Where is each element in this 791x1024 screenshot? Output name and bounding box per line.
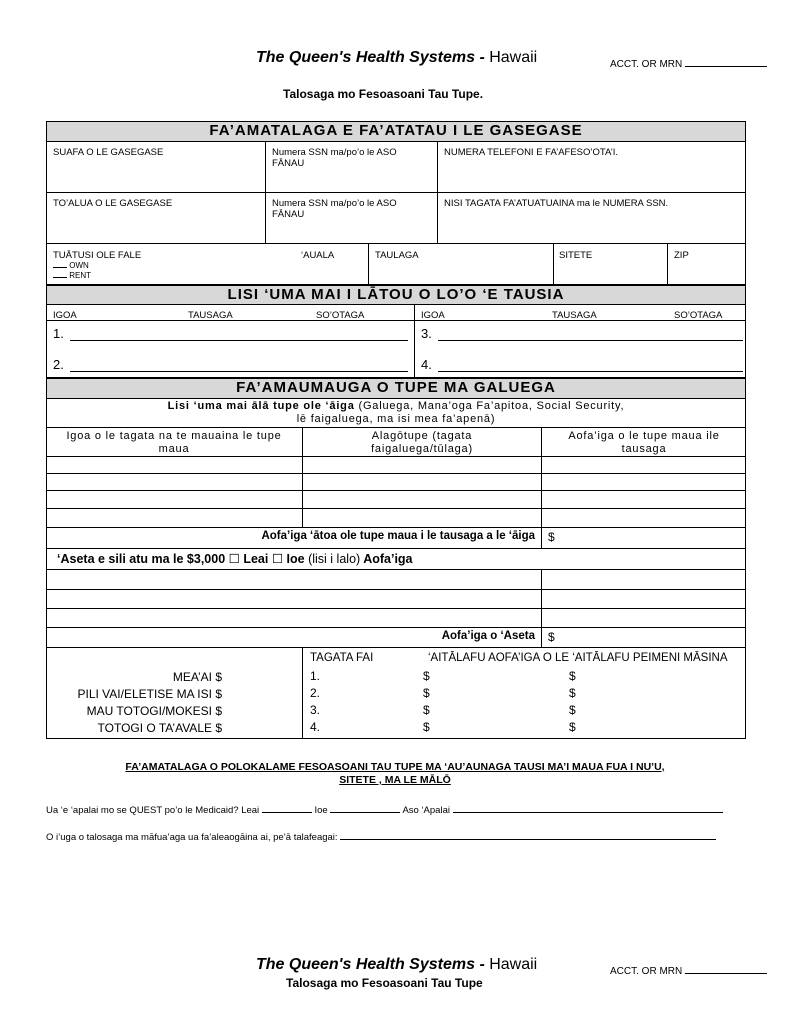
- quest-yes-label: Ioe: [314, 805, 328, 816]
- dep-col-name: IGOA: [53, 310, 77, 321]
- exp-dollar: $: [569, 703, 576, 717]
- divider: [541, 427, 542, 548]
- exp-row-number: 1.: [310, 669, 321, 683]
- dep-row-number: 1.: [53, 326, 64, 341]
- programs-title-line2: SITETE , MA LE MĀLŌ: [339, 774, 451, 786]
- expense-car: TOTOGI O TA’AVALE $: [97, 721, 222, 735]
- patient-name-label: SUAFA O LE GASEGASE: [53, 147, 164, 158]
- dep-row-line[interactable]: [438, 371, 743, 372]
- dep-col-age: TAUSAGA: [188, 310, 233, 321]
- programs-title-line1: FA’AMATALAGA O POLOKALAME FESOASOANI TAU TUPE MA ‘AU’AUNAGA TAUSI MA’I MAUA FUA I NU’U,: [125, 761, 665, 773]
- footer-acct-field[interactable]: [610, 964, 767, 977]
- quest-yes-line[interactable]: [330, 803, 400, 813]
- divider: [368, 243, 369, 285]
- rent-label: RENT: [69, 271, 92, 280]
- quest-apply-date-label: Aso ‘Apalai: [402, 805, 450, 816]
- form-title: Talosaga mo Fesoasoani Tau Tupe.: [283, 87, 484, 101]
- dep-row-line[interactable]: [70, 371, 408, 372]
- income-row[interactable]: [46, 473, 746, 474]
- checkbox-icon[interactable]: ☐: [271, 552, 284, 566]
- divider: [302, 427, 303, 527]
- expense-utilities: PILI VAI/ELETISE MA ISI $: [77, 687, 222, 701]
- exp-col-creditor: TAGATA FAI: [310, 652, 374, 664]
- trusted-person-label: NISI TAGATA FA’ATUATUAINA ma le NUMERA SSN.: [444, 198, 669, 209]
- quest-q-text: Ua ‘e ‘apalai mo se QUEST po’o le Medicaid? Leai: [46, 805, 260, 816]
- income-row[interactable]: [46, 456, 746, 457]
- divider: [46, 647, 746, 648]
- divider: [46, 320, 746, 321]
- exp-dollar: $: [423, 703, 430, 717]
- state-label: SITETE: [559, 250, 593, 261]
- exp-dollar: $: [569, 720, 576, 734]
- footer-form-title: Talosaga mo Fesoasoani Tau Tupe: [286, 976, 483, 990]
- income-row[interactable]: [46, 527, 746, 528]
- assets-q-text: ‘Aseta e sili atu ma le $3,000: [57, 552, 226, 566]
- income-col-name: Igoa o le tagata na te mauaina le tupe maua: [66, 430, 282, 455]
- dep-row-line[interactable]: [70, 340, 408, 341]
- divider: [541, 569, 542, 647]
- dep-row-number: 3.: [421, 326, 432, 341]
- exp-dollar: $: [569, 686, 576, 700]
- footer-org-name: The Queen's Health Systems -: [256, 956, 485, 973]
- acct-label: ACCT. OR MRN: [610, 59, 683, 70]
- exp-row-number: 3.: [310, 703, 321, 717]
- dep-row-number: 2.: [53, 357, 64, 372]
- divider: [46, 548, 746, 549]
- address-label: TUĀTUSI OLE FALE: [53, 250, 142, 261]
- org-name: The Queen's Health Systems -: [256, 49, 485, 66]
- section-patient-info-title: FA’AMATALAGA E FA’ATATAU I LE GASEGASE: [46, 121, 746, 142]
- expense-rent: MAU TOTOGI/MOKESI $: [86, 704, 222, 718]
- zip-label: ZIP: [674, 250, 689, 261]
- assets-no-label: Leai: [243, 552, 269, 566]
- spouse-ssn-label: Numera SSN ma/po’o le ASO FĀNAU: [272, 198, 397, 220]
- acct-line[interactable]: [685, 57, 767, 67]
- instr-bold: Lisi ‘uma mai ālā tupe ole ‘āiga: [167, 400, 355, 412]
- dep-col-relation: SO’OTAGA: [674, 310, 723, 321]
- income-instructions: [60, 400, 732, 426]
- denial-reason-line[interactable]: [340, 830, 716, 840]
- expense-food: MEA’AI $: [172, 670, 222, 684]
- org-location: Hawaii: [489, 49, 538, 66]
- asset-row[interactable]: [46, 627, 746, 628]
- divider: [46, 192, 746, 193]
- footer-acct-line[interactable]: [685, 964, 767, 974]
- divider: [265, 141, 266, 243]
- org-title: [256, 49, 537, 67]
- asset-row[interactable]: [46, 569, 746, 570]
- dep-col-age: TAUSAGA: [552, 310, 597, 321]
- income-row[interactable]: [46, 508, 746, 509]
- patient-ssn-label: Numera SSN ma/po’o le ASO FĀNAU: [272, 147, 397, 169]
- divider: [437, 141, 438, 243]
- phone-label: NUMERA TELEFONI E FA’AFESO’OTA’I.: [444, 147, 619, 158]
- dependents-box: [46, 304, 746, 378]
- instr-rest: (Galuega, Mana’oga Fa’apitoa, Social Security,: [354, 400, 625, 412]
- divider: [46, 243, 746, 244]
- dep-col-relation: SO’OTAGA: [316, 310, 365, 321]
- exp-dollar: $: [423, 669, 430, 683]
- exp-dollar: $: [423, 720, 430, 734]
- exp-dollar: $: [423, 686, 430, 700]
- assets-yes-label: Ioe: [286, 552, 305, 566]
- section-dependents-title: LISI ‘UMA MAI I LĀTOU O LO’O ‘E TAUSIA: [46, 285, 746, 305]
- dep-row-line[interactable]: [438, 340, 743, 341]
- quest-question: [46, 803, 723, 816]
- asset-row[interactable]: [46, 589, 746, 590]
- income-row[interactable]: [46, 490, 746, 491]
- footer-org-location: Hawaii: [489, 956, 538, 973]
- denial-reason-text: O i’uga o talosaga ma māfua’aga ua fa’aleaogāina ai, pe’ā talafeagai:: [46, 832, 338, 843]
- income-col-amount: Aofa’iga o le tupe maua ile tausaga: [568, 430, 720, 455]
- total-assets-label: Aofa’iga o ‘Aseta: [441, 630, 535, 642]
- assets-question: [57, 551, 413, 566]
- exp-row-number: 2.: [310, 686, 321, 700]
- spouse-label: TO’ALUA O LE GASEGASE: [53, 198, 173, 209]
- income-col-source: Alagōtupe (tagata faigaluega/tūlaga): [371, 430, 473, 455]
- checkbox-icon[interactable]: ☐: [228, 552, 240, 566]
- quest-no-line[interactable]: [262, 803, 312, 813]
- dep-row-number: 4.: [421, 357, 432, 372]
- rent-option[interactable]: [53, 271, 91, 280]
- exp-row-number: 4.: [310, 720, 321, 734]
- quest-apply-date-line[interactable]: [453, 803, 723, 813]
- footer-org-title: [256, 956, 537, 974]
- exp-dollar: $: [569, 669, 576, 683]
- divider: [553, 243, 554, 285]
- programs-title: [80, 761, 710, 787]
- own-label: OWN: [69, 261, 89, 270]
- assets-list-below: (lisi i lalo): [308, 552, 361, 566]
- total-income-label: Aofa’iga ‘ātoa ole tupe maua i le tausaga a le ‘āiga: [261, 530, 535, 542]
- own-line[interactable]: [53, 261, 67, 268]
- street-label: ‘AUALA: [301, 250, 335, 261]
- asset-row[interactable]: [46, 608, 746, 609]
- assets-amount-label: Aofa’iga: [363, 552, 413, 566]
- divider: [46, 427, 746, 428]
- footer-acct-label: ACCT. OR MRN: [610, 966, 683, 977]
- own-option[interactable]: [53, 261, 89, 270]
- divider: [414, 304, 415, 378]
- total-income-dollar: $: [548, 530, 555, 544]
- rent-line[interactable]: [53, 271, 67, 278]
- divider: [667, 243, 668, 285]
- denial-reason: [46, 830, 716, 843]
- city-label: TAULAGA: [375, 250, 419, 261]
- dep-col-name: IGOA: [421, 310, 445, 321]
- divider: [302, 647, 303, 739]
- section-income-title: FA’AMAUMAUGA O TUPE MA GALUEGA: [46, 378, 746, 399]
- acct-field[interactable]: [610, 57, 767, 70]
- total-assets-dollar: $: [548, 630, 555, 644]
- instr-line2: lē faigaluega, ma isi mea fa’apenā): [296, 413, 496, 425]
- exp-col-amount: ‘AITĀLAFU AOFA’IGA O LE ‘AITĀLAFU PEIMENI MĀSINA: [428, 652, 728, 664]
